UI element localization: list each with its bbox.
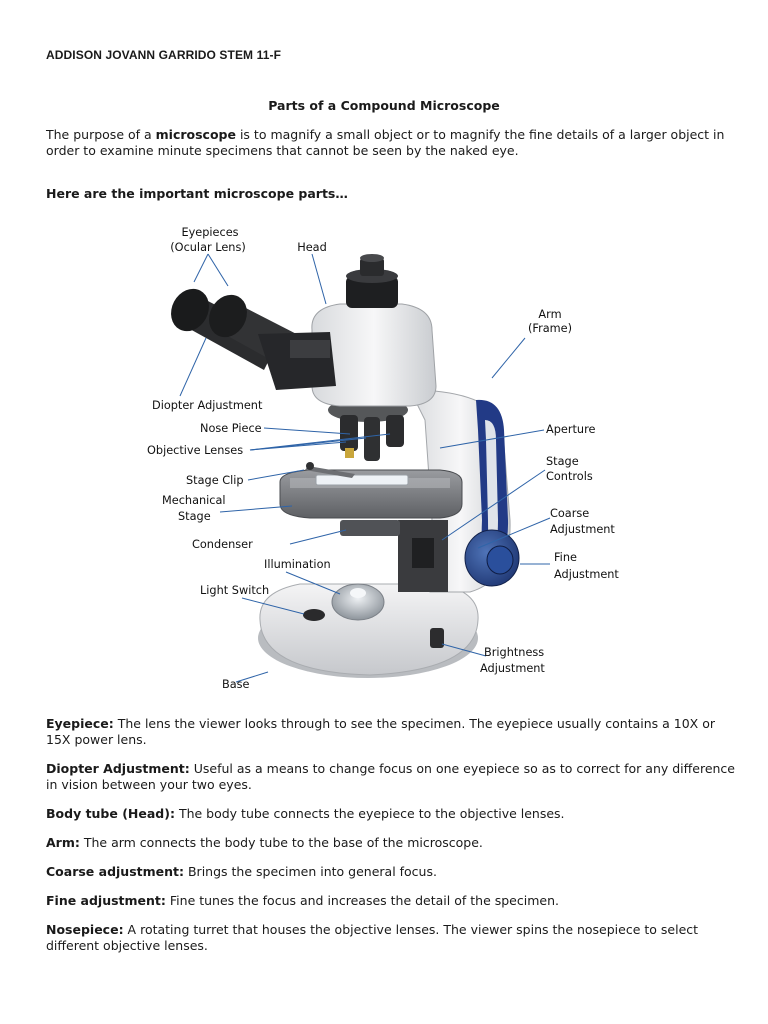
definition-text: A rotating turret that houses the objective lenses. The viewer spins the nosepiece to select different objective lenses.: [46, 922, 699, 953]
definition-text: The arm connects the body tube to the base of the microscope.: [79, 835, 483, 850]
microscope-illustration: [140, 220, 630, 700]
label-nose-piece: Nose Piece: [200, 422, 262, 435]
label-stage-controls: Stage: [546, 455, 579, 468]
microscope-diagram: [140, 220, 630, 700]
definition-term: Diopter Adjustment:: [46, 761, 190, 776]
label-head: Head: [297, 241, 327, 254]
label-stage-controls-2: Controls: [546, 470, 593, 483]
definitions-list: [46, 716, 736, 967]
definition-text: Brings the specimen into general focus.: [184, 864, 437, 879]
label-mechanical-stage-2: Stage: [178, 510, 211, 523]
label-illumination: Illumination: [264, 558, 331, 571]
objective-lens-2: [364, 417, 380, 461]
label-aperture: Aperture: [546, 423, 596, 436]
diopter-ring: [290, 340, 330, 358]
stage-clip-knob: [306, 462, 314, 470]
label-objective-lenses: Objective Lenses: [147, 444, 244, 457]
fine-adjustment-knob: [487, 546, 513, 574]
author-header: ADDISON JOVANN GARRIDO STEM 11-F: [46, 48, 282, 62]
label-mechanical-stage: Mechanical: [162, 494, 226, 507]
definition-item: [46, 716, 736, 748]
label-ocular-lens: (Ocular Lens): [170, 241, 246, 254]
definition-term: Nosepiece:: [46, 922, 124, 937]
stage-controls: [412, 538, 434, 568]
definition-item: [46, 893, 736, 909]
intro-keyword: microscope: [155, 127, 236, 142]
definition-term: Fine adjustment:: [46, 893, 166, 908]
definition-term: Arm:: [46, 835, 80, 850]
definition-item: [46, 864, 736, 880]
light-switch-button: [303, 609, 325, 621]
label-fine-adjustment: Fine: [554, 551, 577, 564]
label-brightness-adjustment: Brightness: [484, 646, 545, 659]
condenser: [340, 520, 400, 536]
objective-lens-1-tip: [345, 448, 354, 458]
definition-item: [46, 922, 736, 954]
definition-term: Eyepiece:: [46, 716, 114, 731]
definition-text: Fine tunes the focus and increases the detail of the specimen.: [165, 893, 559, 908]
label-fine-adjustment-2: Adjustment: [554, 568, 619, 581]
label-base: Base: [222, 678, 250, 691]
label-arm: Arm: [538, 308, 562, 321]
label-brightness-adjustment-2: Adjustment: [480, 662, 545, 675]
section-lead: Here are the important microscope parts…: [46, 186, 348, 201]
definition-text: The lens the viewer looks through to see the specimen. The eyepiece usually contains a 10X or 15X power lens.: [46, 716, 715, 747]
label-stage-clip: Stage Clip: [186, 474, 244, 487]
lamp-lens: [350, 588, 366, 598]
camera-adapter-top: [360, 254, 384, 262]
intro-text-start: The purpose of a: [46, 127, 156, 142]
definition-item: [46, 806, 736, 822]
brightness-knob: [430, 628, 444, 648]
intro-text-end: is to magnify a small object or to magnify the fine details of a larger object in order to examine minute specimens that cannot be seen by the naked eye.: [46, 127, 725, 158]
definition-term: Body tube (Head):: [46, 806, 175, 821]
label-coarse-adjustment: Coarse: [550, 507, 590, 520]
objective-lens-3: [386, 415, 404, 447]
definition-term: Coarse adjustment:: [46, 864, 184, 879]
page-title: Parts of a Compound Microscope: [268, 98, 500, 113]
definition-text: The body tube connects the eyepiece to the objective lenses.: [174, 806, 565, 821]
label-arm-frame: (Frame): [527, 322, 573, 335]
definition-text: Useful as a means to change focus on one eyepiece so as to correct for any difference in vision between your two eyes.: [46, 761, 735, 792]
definition-item: [46, 761, 736, 793]
specimen-slide: [316, 475, 408, 485]
definition-item: [46, 835, 736, 851]
label-eyepieces: Eyepieces: [181, 226, 239, 239]
label-coarse-adjustment-2: Adjustment: [550, 523, 615, 536]
label-condenser: Condenser: [192, 538, 253, 551]
intro-paragraph: [46, 127, 736, 159]
label-diopter-adjustment: Diopter Adjustment: [152, 399, 263, 412]
label-light-switch: Light Switch: [200, 584, 270, 597]
